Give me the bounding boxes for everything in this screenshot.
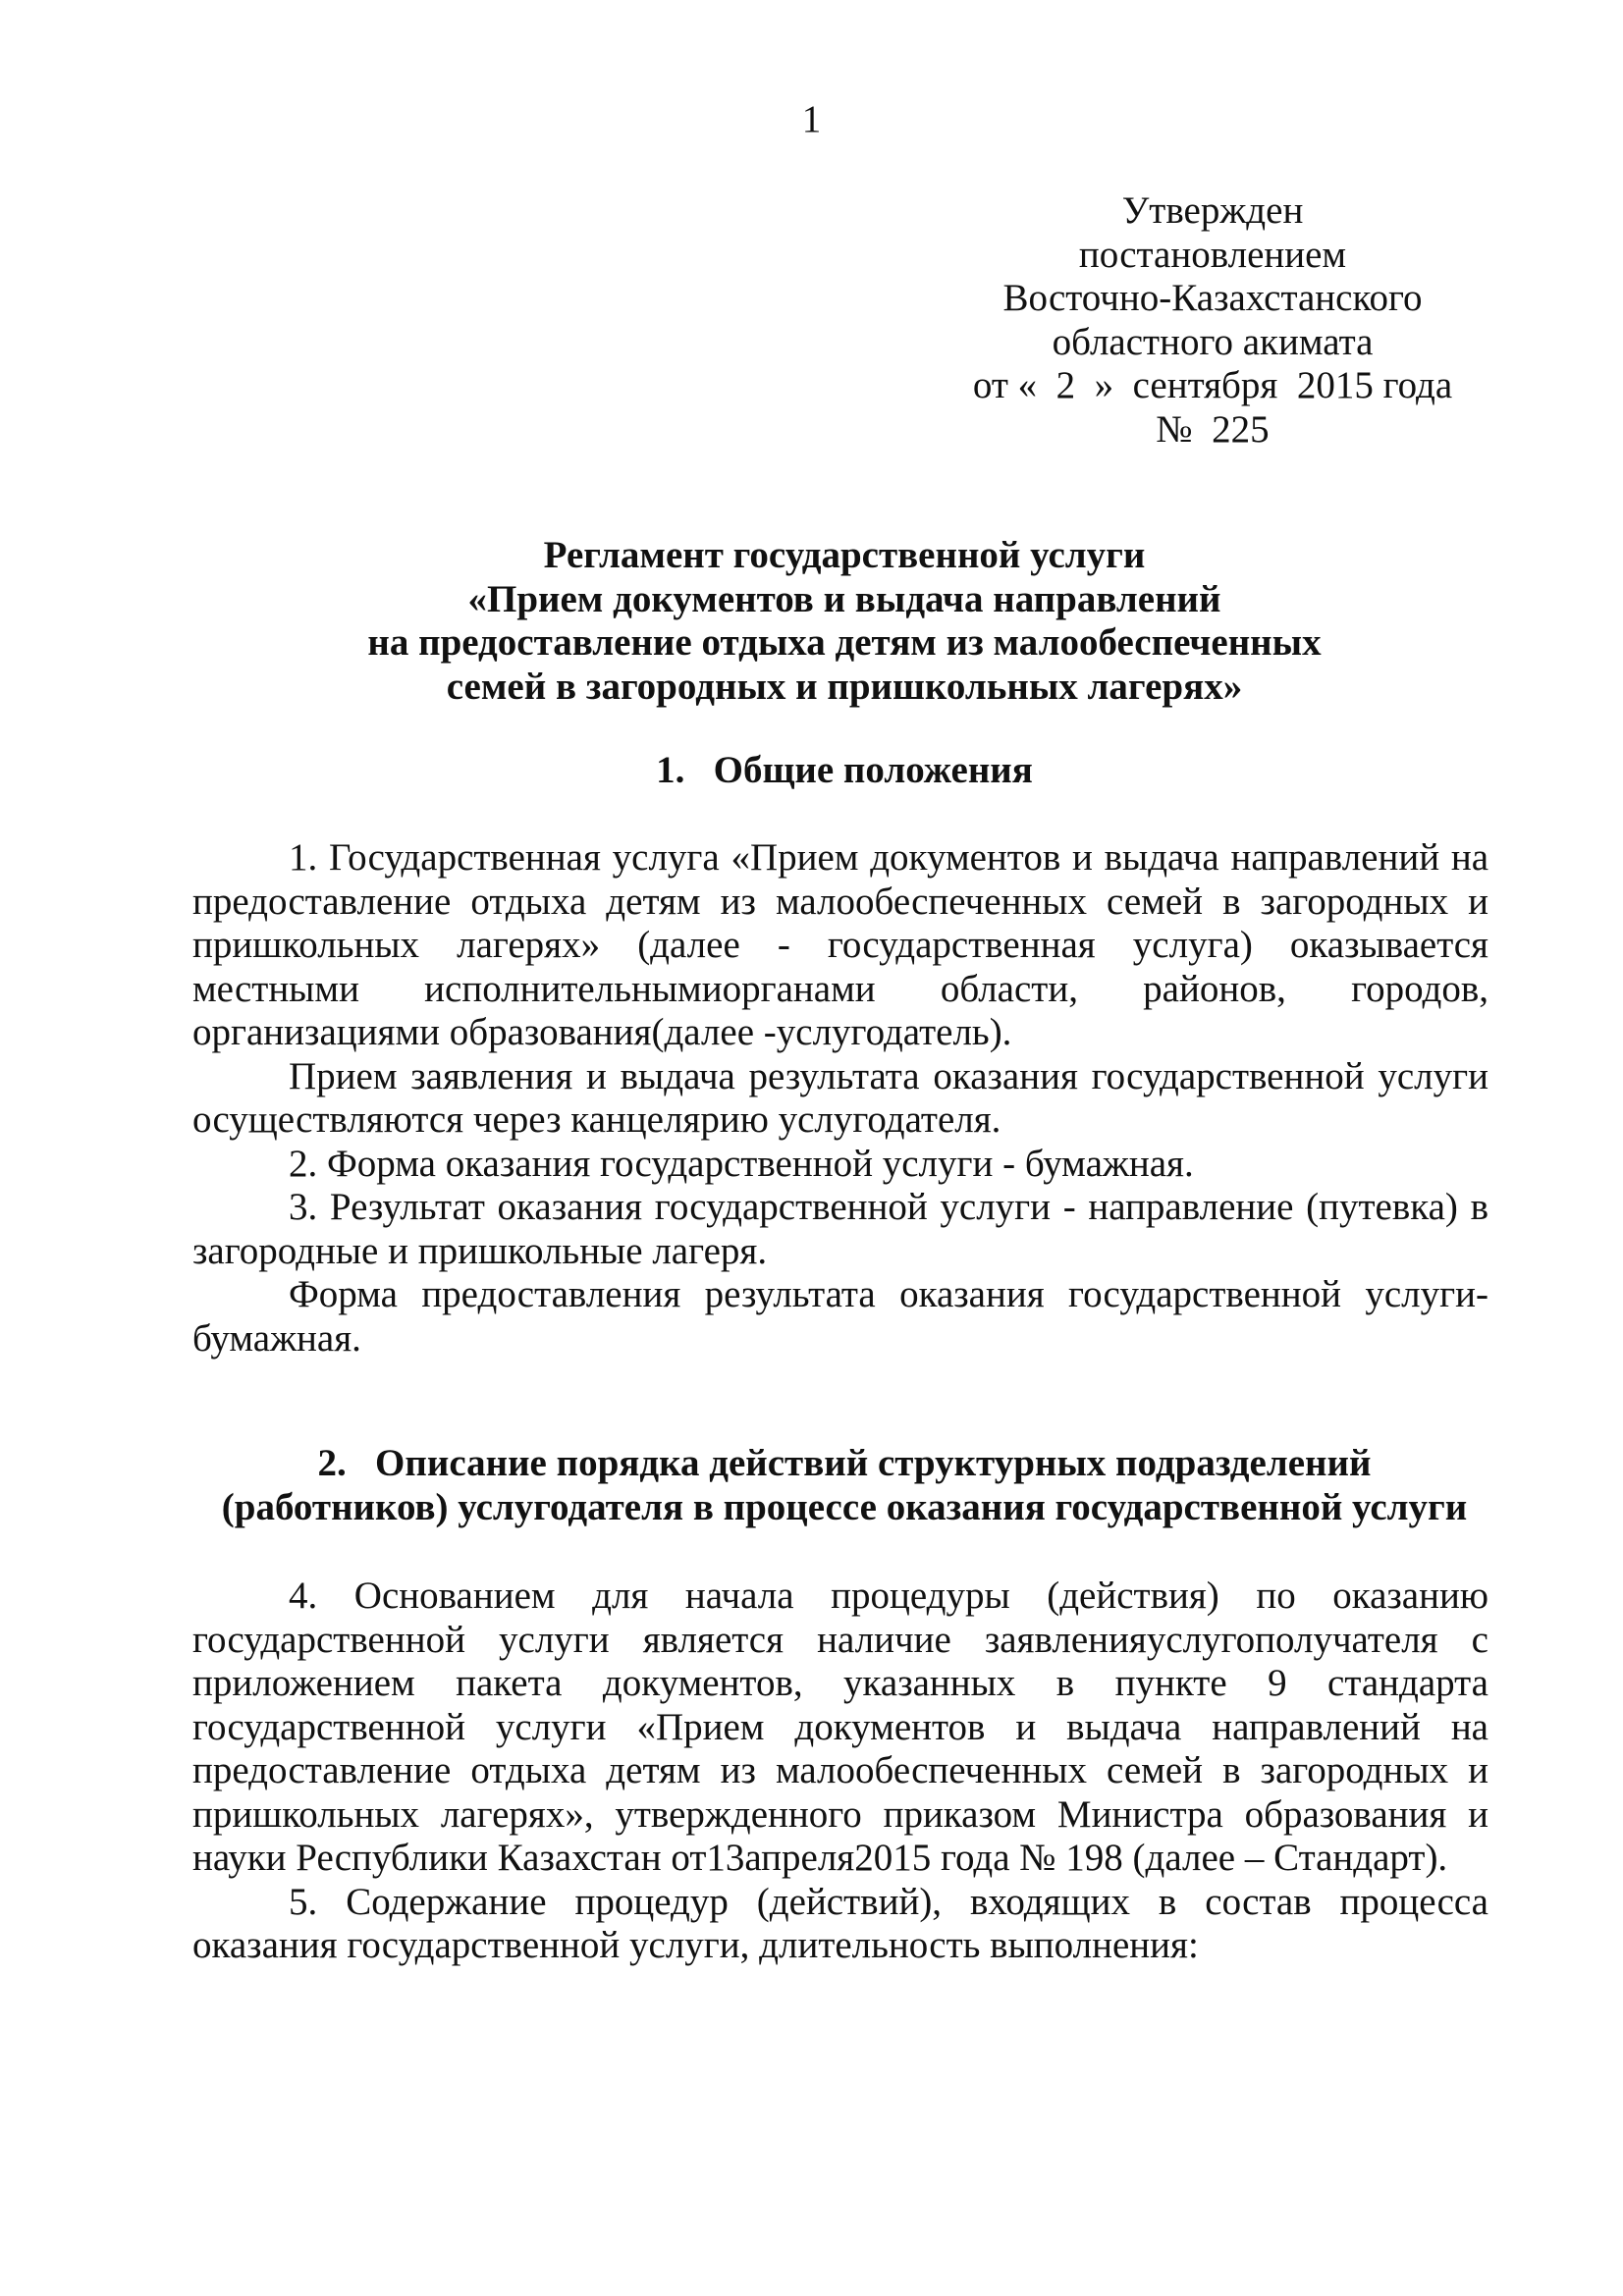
page-number: 1 bbox=[801, 98, 822, 140]
title-line: Регламент государственной услуги bbox=[543, 534, 1146, 576]
paragraph: Прием заявления и выдача результата оказания государственной услуги осуществляются через канцелярию услугодателя. bbox=[192, 1054, 1488, 1141]
approval-line: от « 2 » сентября 2015 года bbox=[972, 364, 1453, 406]
document-title bbox=[147, 534, 1542, 709]
section-body bbox=[192, 836, 1488, 1361]
approval-block bbox=[913, 189, 1512, 452]
approval-line: Восточно-Казахстанского bbox=[1002, 277, 1423, 319]
paragraph: 2. Форма оказания государственной услуги - бумажная. bbox=[289, 1142, 1194, 1185]
paragraph: Форма предоставления результата оказания государственной услуги-бумажная. bbox=[192, 1273, 1488, 1360]
title-line: на предоставление отдыха детям из малообеспеченных bbox=[367, 621, 1322, 664]
paragraph: 4. Основанием для начала процедуры (действия) по оказанию государственной услуги является наличие заявленияуслугополучателя с приложением пакета документов, указанных в пункте 9 стандарта государственной услуги «Прием документов и выдача направлений на предоставление отдыха детям из малообеспеченных семей в загородных и пришкольных лагерях», утвержденного приказом Министра образования и науки Республики Казахстан от13апреля2015 года № 198 (далее – Стандарт). bbox=[192, 1575, 1488, 1879]
paragraph: 3. Результат оказания государственной услуги - направление (путевка) в загородные и пришкольные лагеря. bbox=[192, 1186, 1488, 1272]
title-line: семей в загородных и пришкольных лагерях» bbox=[446, 665, 1243, 708]
section-heading bbox=[147, 1442, 1542, 1529]
heading-line: 2. Описание порядка действий структурных подразделений bbox=[317, 1442, 1372, 1484]
paragraph: 1. Государственная услуга «Прием документов и выдача направлений на предоставление отдыха детям из малообеспеченных семей в загородных и пришкольных лагерях» (далее - государственная услуга) оказывается местными исполнительнымиорганами области, районов, городов, организациями образования(далее -услугодатель). bbox=[192, 836, 1488, 1053]
approval-line: постановлением bbox=[1078, 233, 1347, 276]
title-line: «Прием документов и выдача направлений bbox=[467, 577, 1221, 620]
section-heading: 1. Общие положения bbox=[656, 749, 1033, 791]
paragraph: 5. Содержание процедур (действий), входящих в состав процесса оказания государственной услуги, длительность выполнения: bbox=[192, 1880, 1488, 1966]
approval-line: Утвержден bbox=[1121, 189, 1304, 232]
approval-line: областного акимата bbox=[1052, 320, 1374, 363]
approval-line: № 225 bbox=[1156, 407, 1270, 451]
section-body bbox=[192, 1575, 1488, 1968]
heading-line: (работников) услугодателя в процессе оказания государственной услуги bbox=[221, 1485, 1468, 1528]
